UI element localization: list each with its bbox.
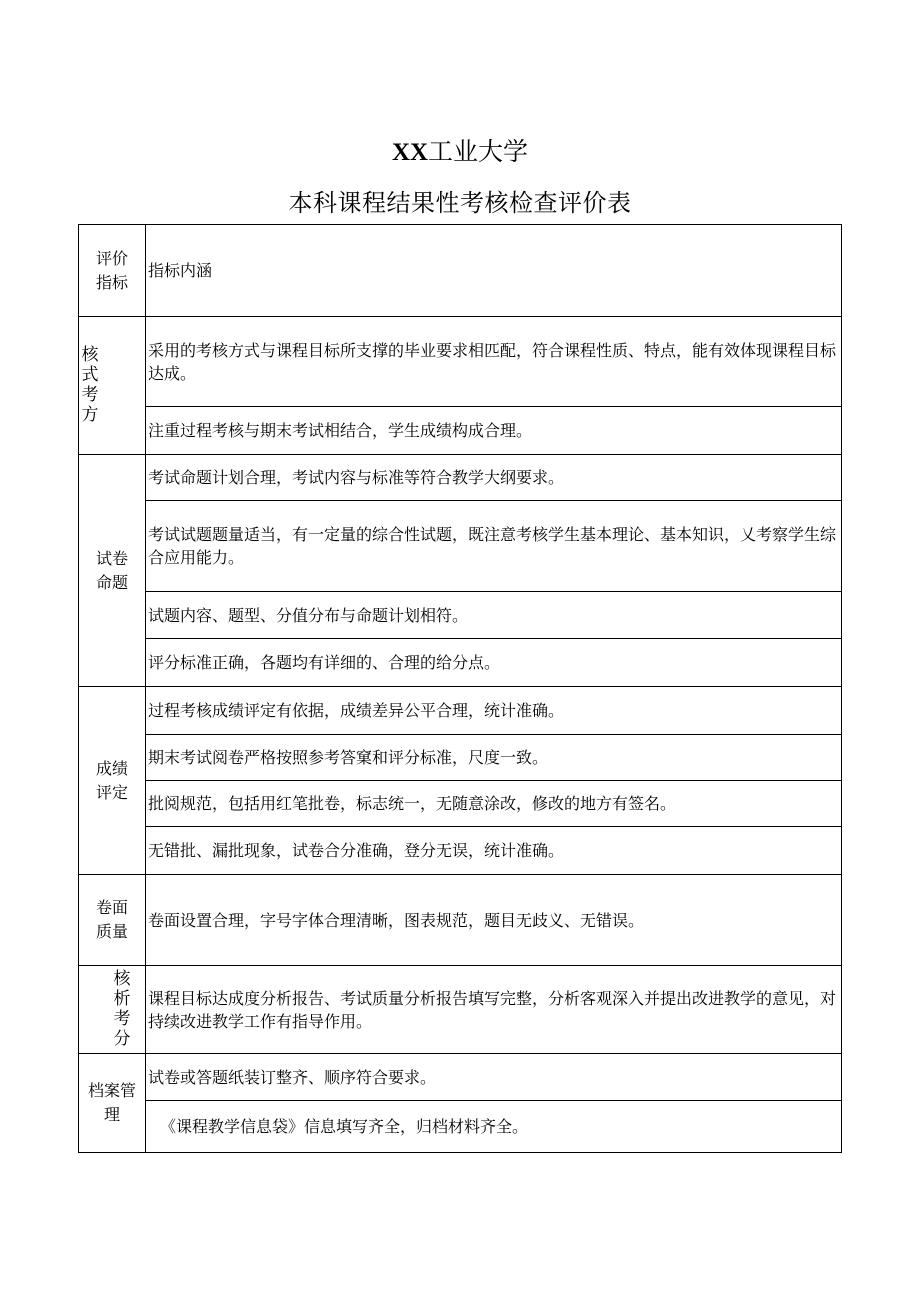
category-exam-method [79, 317, 146, 455]
table-row [79, 687, 842, 735]
criterion-cell: 采用的考核方式与课程目标所支撑的毕业要求相匹配，符合课程性质、特点，能有效体现课程目标达成。 [146, 317, 842, 407]
table-row [79, 1101, 842, 1153]
title-rest: 工业大学 [428, 137, 529, 166]
table-row [79, 592, 842, 639]
criterion-cell: 课程目标达成度分析报告、考试质量分析报告填写完整，分析客观深入并提出改进教学的意见，对持续改进教学工作有指导作用。 [146, 966, 842, 1054]
table-row [79, 455, 842, 501]
criterion-cell: 期末考试阅卷严格按照参考答窠和评分标准，尺度一致。 [146, 735, 842, 781]
university-title [0, 132, 920, 168]
header-indicator [79, 225, 146, 317]
criterion-cell: 试卷或答题纸装订整齐、顺序符合要求。 [146, 1054, 842, 1101]
table-row [79, 501, 842, 592]
criterion-cell: 注重过程考核与期末考试相结合，学生成绩构成合理。 [146, 407, 842, 455]
form-title: 本科课程结果性考核检查评价表 [288, 189, 632, 217]
criterion-cell: 考试试题题量适当，有一定量的综合性试题，既注意考核学生基本理论、基本知识，乂考察学生综合应用能力。 [146, 501, 842, 592]
category-label: 卷面质量 [95, 898, 128, 941]
category-label: 核式考方 [81, 344, 99, 425]
criterion-cell: 过程考核成绩评定有依据，成绩差异公平合理，统计准确。 [146, 687, 842, 735]
header-content: 指标内涵 [146, 225, 842, 317]
evaluation-table [78, 224, 842, 1153]
table-row [79, 735, 842, 781]
criterion-cell: 无错批、漏批现象，试卷合分准确，登分无误，统计准确。 [146, 827, 842, 875]
category-grading [79, 687, 146, 875]
category-archive [79, 1054, 146, 1153]
criterion-cell: 评分标准正确，各题均有详细的、合理的给分点。 [146, 639, 842, 687]
category-label: 档案管理 [87, 1081, 136, 1124]
criterion-cell: 试题内容、题型、分值分布与命题计划相符。 [146, 592, 842, 639]
category-label: 核析考分 [113, 968, 131, 1049]
table-header-row [79, 225, 842, 317]
criterion-cell: 批阅规范，包括用红笔批卷，标志统一，无随意涂改，修改的地方有签名。 [146, 781, 842, 827]
criterion-cell: 卷面设置合理，字号字体合理清晰，图表规范，题目无歧义、无错误。 [146, 875, 842, 966]
table-row [79, 875, 842, 966]
table-row [79, 407, 842, 455]
category-paper-quality [79, 875, 146, 966]
category-label: 成绩评定 [95, 758, 128, 802]
table-row [79, 827, 842, 875]
table-row [79, 1054, 842, 1101]
criterion-cell: 考试命题计划合理，考试内容与标准等符合教学大纲要求。 [146, 455, 842, 501]
title-prefix: XX [391, 139, 429, 166]
table-row [79, 317, 842, 407]
criterion-cell: 《课程教学信息袋》信息填写齐全，归档材料齐全。 [146, 1101, 842, 1153]
header-indicator-label: 评价 指标 [95, 248, 128, 292]
table-row [79, 639, 842, 687]
table-row [79, 966, 842, 1054]
category-exam-analysis [79, 966, 146, 1054]
category-label: 试卷命题 [95, 548, 128, 592]
table-row [79, 781, 842, 827]
category-paper-design [79, 455, 146, 687]
